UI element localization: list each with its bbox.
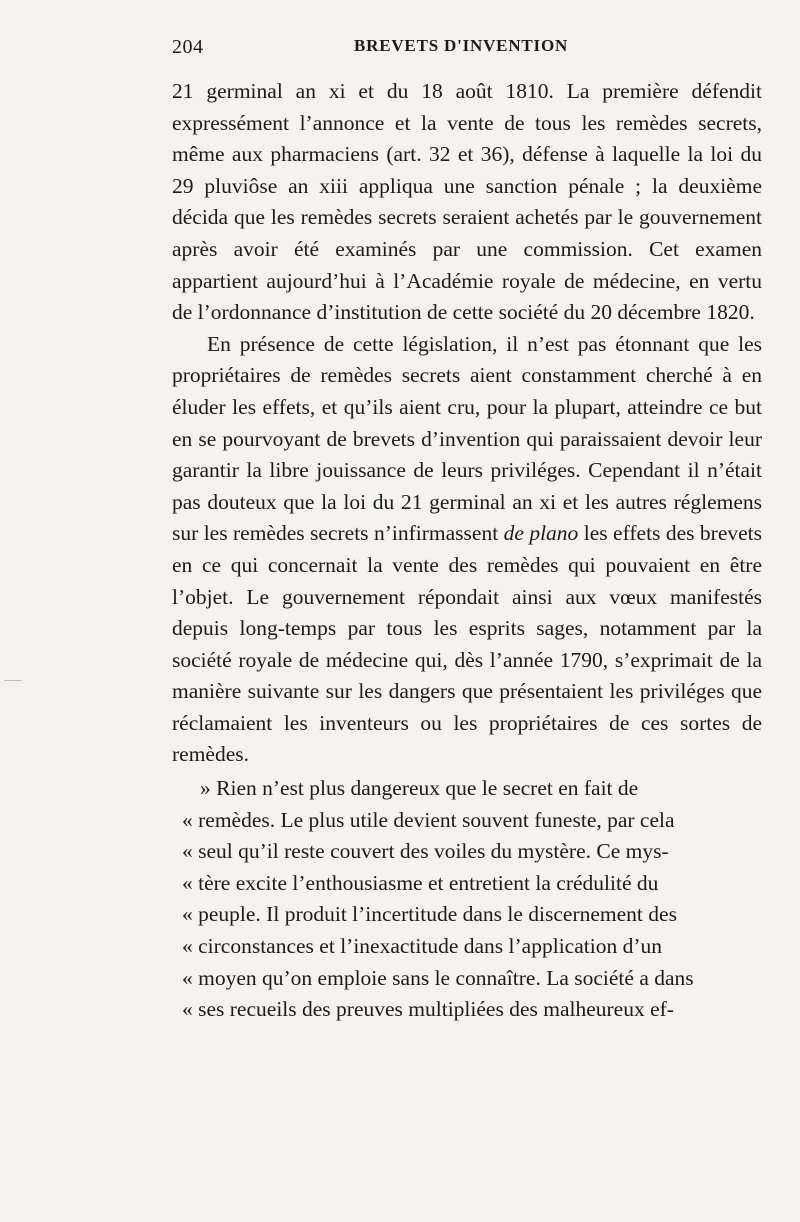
quote-line: « ses recueils des preuves multipliées des malheureux ef- (182, 997, 674, 1022)
running-head (172, 30, 762, 60)
quote-line: « tère excite l’enthousiasme et entretient la crédulité du (182, 870, 659, 895)
page-number: 204 (172, 36, 204, 58)
italic-phrase: de plano (503, 521, 579, 546)
paragraph-1: 21 germinal an xi et du 18 août 1810. La première défendit expressément l’annonce et la vente de tous les remèdes secrets, même aux pharmaciens (art. 32 et 36), défense à laquelle la loi du 29 pluviôse an xiii appliqua une sanction pénale ; la deuxième décida que les remèdes secrets seraient achetés par le gouvernement après avoir été examinés par une commission. Cet examen appartient aujourd’hui à l’Académie royale de médecine, en vertu de l’ordonnance d’institution de cette société du 20 décembre 1820. (172, 79, 762, 325)
paragraph-2-text-a: En présence de cette législation, il n’est pas étonnant que les propriétaires de remèdes secrets aient constamment cherché à en éluder les effets, et qu’ils aient cru, pour la plupart, atteindre ce but en se pourvoyant de brevets d’invention qui paraissaient devoir leur garantir la libre jouissance de leurs priviléges. Cependant il n’était pas douteux que la loi du 21 germinal an xi et les autres réglemens sur les remèdes secrets n’infirmassent (172, 331, 762, 546)
quote-line: « circonstances et l’inexactitude dans l’application d’un (182, 934, 662, 959)
quote-line: « seul qu’il reste couvert des voiles du mystère. Ce mys- (182, 839, 669, 864)
body-text (172, 76, 762, 1026)
quote-line: « moyen qu’on emploie sans le connaître. La société a dans (182, 965, 694, 990)
paragraph-2 (172, 329, 762, 771)
gutter-mark (4, 680, 22, 681)
quote-line: « peuple. Il produit l’incertitude dans le discernement des (182, 902, 677, 927)
quote-line: » Rien n’est plus dangereux que le secret en fait de (200, 776, 639, 801)
quote-block (172, 773, 762, 1026)
paragraph-2-text-b: les effets des brevets en ce qui concernait la vente des remèdes qui pouvaient en être l’objet. Le gouvernement répondait ainsi aux vœux manifestés depuis long-temps par tous les esprits sages, notamment par la société royale de médecine qui, dès l’année 1790, s’exprimait de la manière suivante sur les dangers que présentaient les priviléges que réclamaient les inventeurs ou les propriétaires de ces sortes de remèdes. (172, 521, 763, 767)
header-title: BREVETS D'INVENTION (354, 36, 569, 55)
quote-line: « remèdes. Le plus utile devient souvent funeste, par cela (182, 807, 675, 832)
